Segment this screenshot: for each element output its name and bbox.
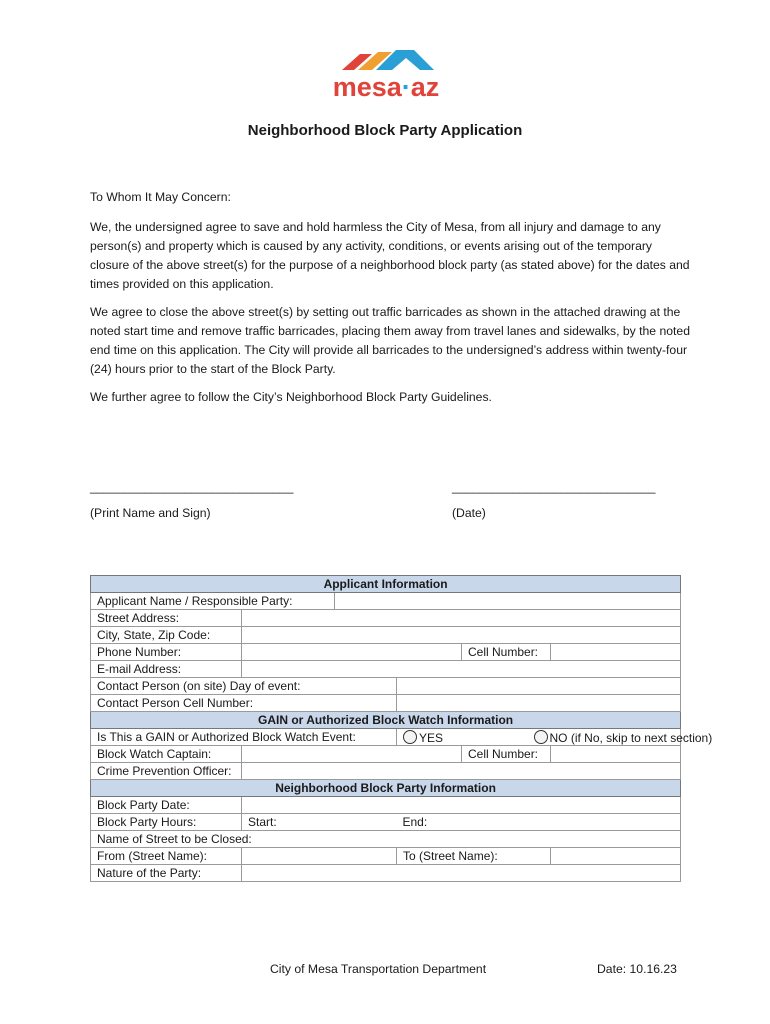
cell-number-label: Cell Number: — [462, 644, 551, 661]
signature-line[interactable]: ______________________________ — [90, 480, 294, 494]
no-radio-icon[interactable] — [534, 730, 548, 744]
barricade-paragraph: We agree to close the above street(s) by setting out traffic barricades as shown in the attached drawing at the noted start time and remove traffic barricades, placing them away from travel lanes and sidewalks, by the noted end time on this application. The City will provide all barricades to the undersigned’s address within twenty-four (24) hours prior to the start of the Block Party. — [90, 305, 690, 376]
party-date-label: Block Party Date: — [91, 797, 242, 814]
applicant-name-label: Applicant Name / Responsible Party: — [91, 593, 335, 610]
party-section-header: Neighborhood Block Party Information — [91, 780, 681, 797]
end-time-field[interactable] — [397, 814, 681, 831]
applicant-section-header: Applicant Information — [91, 576, 681, 593]
party-nature-label: Nature of the Party: — [91, 865, 242, 882]
applicant-name-field[interactable] — [335, 593, 681, 610]
from-street-field[interactable] — [242, 848, 397, 865]
cell-number-field[interactable] — [551, 644, 681, 661]
footer-date: Date: 10.16.23 — [597, 962, 677, 976]
phone-number-field[interactable] — [242, 644, 462, 661]
mesa-az-logo — [330, 46, 442, 104]
hold-harmless-paragraph: We, the undersigned agree to save and hold harmless the City of Mesa, from all injury and damage to any person(s) and property which is caused by any activity, conditions, or events arising out of the temporary closure of the above street(s) for the purpose of a neighborhood block party (as stated above) for the dates and times provided on this application. — [90, 220, 690, 291]
gain-section-header: GAIN or Authorized Block Watch Information — [91, 712, 681, 729]
crime-prevention-officer-label: Crime Prevention Officer: — [91, 763, 242, 780]
gain-yes-option[interactable]: YES — [397, 729, 534, 746]
email-label: E-mail Address: — [91, 661, 242, 678]
footer-department: City of Mesa Transportation Department — [270, 962, 487, 976]
date-line[interactable]: ______________________________ — [452, 480, 656, 494]
city-state-zip-label: City, State, Zip Code: — [91, 627, 242, 644]
street-closed-label: Name of Street to be Closed: — [91, 831, 681, 848]
date-label: (Date) — [452, 506, 486, 520]
page-title: Neighborhood Block Party Application — [247, 122, 523, 139]
contact-person-field[interactable] — [397, 678, 681, 695]
salutation: To Whom It May Concern: — [90, 190, 231, 204]
email-field[interactable] — [242, 661, 681, 678]
logo-mountain-icon — [336, 46, 436, 74]
contact-person-label: Contact Person (on site) Day of event: — [91, 678, 397, 695]
phone-number-label: Phone Number: — [91, 644, 242, 661]
logo-wordmark: mesa·az — [332, 72, 440, 102]
contact-cell-label: Contact Person Cell Number: — [91, 695, 397, 712]
start-label: Start: — [248, 815, 277, 829]
guidelines-paragraph: We further agree to follow the City’s Neighborhood Block Party Guidelines. — [90, 390, 492, 404]
application-form-table — [90, 575, 713, 882]
gain-question-label: Is This a GAIN or Authorized Block Watch Event: — [91, 729, 397, 746]
block-watch-captain-field[interactable] — [242, 746, 462, 763]
crime-prevention-officer-field[interactable] — [242, 763, 681, 780]
captain-cell-label: Cell Number: — [462, 746, 551, 763]
party-hours-label: Block Party Hours: — [91, 814, 242, 831]
party-date-field[interactable] — [242, 797, 681, 814]
to-street-label: To (Street Name): — [397, 848, 551, 865]
from-street-label: From (Street Name): — [91, 848, 242, 865]
start-time-field[interactable] — [242, 814, 397, 831]
yes-radio-icon[interactable] — [403, 730, 417, 744]
to-street-field[interactable] — [551, 848, 681, 865]
gain-no-option[interactable]: NO (if No, skip to next section) — [534, 729, 681, 746]
party-nature-field[interactable] — [242, 865, 681, 882]
street-address-label: Street Address: — [91, 610, 242, 627]
street-address-field[interactable] — [242, 610, 681, 627]
contact-cell-field[interactable] — [397, 695, 681, 712]
end-label: End: — [402, 815, 428, 829]
signature-label: (Print Name and Sign) — [90, 506, 211, 520]
block-watch-captain-label: Block Watch Captain: — [91, 746, 242, 763]
captain-cell-field[interactable] — [551, 746, 681, 763]
city-state-zip-field[interactable] — [242, 627, 681, 644]
